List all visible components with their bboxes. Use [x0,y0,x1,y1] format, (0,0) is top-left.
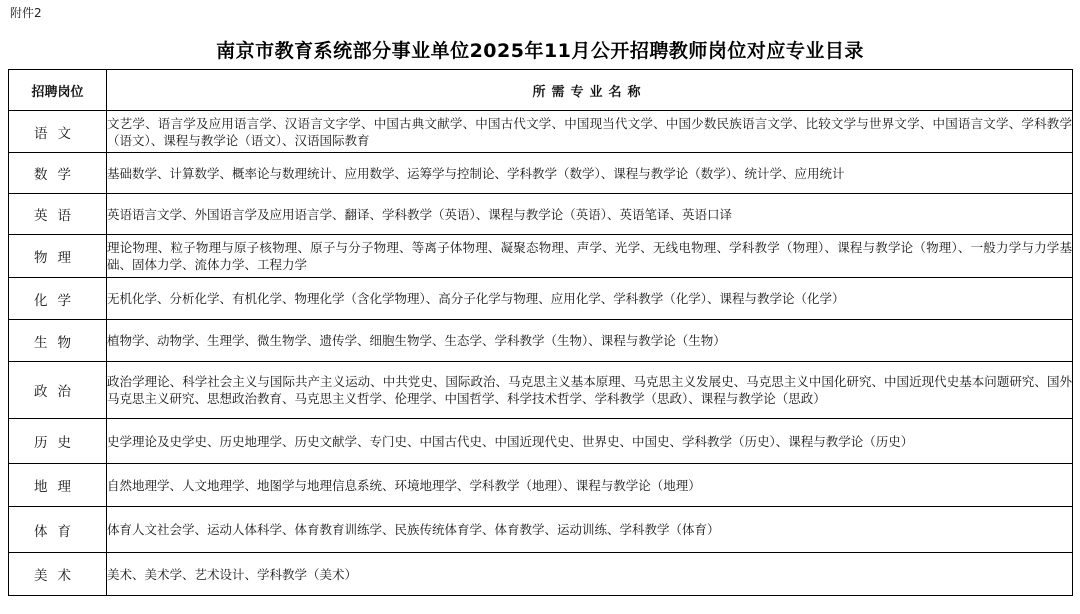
table-row [9,235,1073,278]
table-row [9,194,1073,235]
position-cell: 地理 [9,464,107,507]
attachment-label: 附件2 [10,6,42,20]
position-cell: 历史 [9,419,107,464]
header-position: 招聘岗位 [9,70,107,111]
table-header-row [9,70,1073,111]
majors-cell: 基础数学、计算数学、概率论与数理统计、应用数学、运筹学与控制论、学科教学（数学）、课程与教学论（数学）、统计学、应用统计 [107,153,1073,194]
header-majors: 所需专业名称 [107,70,1073,111]
position-cell: 数学 [9,153,107,194]
majors-catalog-table [8,69,1073,596]
table-row [9,153,1073,194]
table-row [9,419,1073,464]
document-title: 南京市教育系统部分事业单位2025年11月公开招聘教师岗位对应专业目录 [216,40,864,62]
table-row [9,464,1073,507]
position-cell: 美术 [9,553,107,596]
position-cell: 语文 [9,111,107,153]
majors-cell: 英语语言文学、外国语言学及应用语言学、翻译、学科教学（英语）、课程与教学论（英语）、英语笔译、英语口译 [107,194,1073,235]
position-cell: 英语 [9,194,107,235]
majors-cell: 理论物理、粒子物理与原子核物理、原子与分子物理、等离子体物理、凝聚态物理、声学、光学、无线电物理、学科教学（物理）、课程与教学论（物理）、一般力学与力学基础、固体力学、流体力学、工程力学 [107,235,1073,278]
majors-cell: 植物学、动物学、生理学、微生物学、遗传学、细胞生物学、生态学、学科教学（生物）、课程与教学论（生物） [107,320,1073,362]
majors-cell: 自然地理学、人文地理学、地图学与地理信息系统、环境地理学、学科教学（地理）、课程与教学论（地理） [107,464,1073,507]
majors-cell: 无机化学、分析化学、有机化学、物理化学（含化学物理）、高分子化学与物理、应用化学、学科教学（化学）、课程与教学论（化学） [107,278,1073,320]
table-row [9,362,1073,419]
table-row [9,507,1073,553]
majors-cell: 史学理论及史学史、历史地理学、历史文献学、专门史、中国古代史、中国近现代史、世界史、中国史、学科教学（历史）、课程与教学论（历史） [107,419,1073,464]
table-row [9,553,1073,596]
table-row [9,278,1073,320]
position-cell: 政治 [9,362,107,419]
table-row [9,320,1073,362]
majors-cell: 文艺学、语言学及应用语言学、汉语言文字学、中国古典文献学、中国古代文学、中国现当代文学、中国少数民族语言文学、比较文学与世界文学、中国语言文学、学科教学（语文）、课程与教学论（语文）、汉语国际教育 [107,111,1073,153]
position-cell: 体育 [9,507,107,553]
majors-cell: 政治学理论、科学社会主义与国际共产主义运动、中共党史、国际政治、马克思主义基本原理、马克思主义发展史、马克思主义中国化研究、中国近现代史基本问题研究、国外马克思主义研究、思想政治教育、马克思主义哲学、伦理学、中国哲学、科学技术哲学、学科教学（思政）、课程与教学论（思政） [107,362,1073,419]
table-row [9,111,1073,153]
position-cell: 物理 [9,235,107,278]
position-cell: 生物 [9,320,107,362]
position-cell: 化学 [9,278,107,320]
majors-cell: 美术、美术学、艺术设计、学科教学（美术） [107,553,1073,596]
majors-cell: 体育人文社会学、运动人体科学、体育教育训练学、民族传统体育学、体育教学、运动训练、学科教学（体育） [107,507,1073,553]
